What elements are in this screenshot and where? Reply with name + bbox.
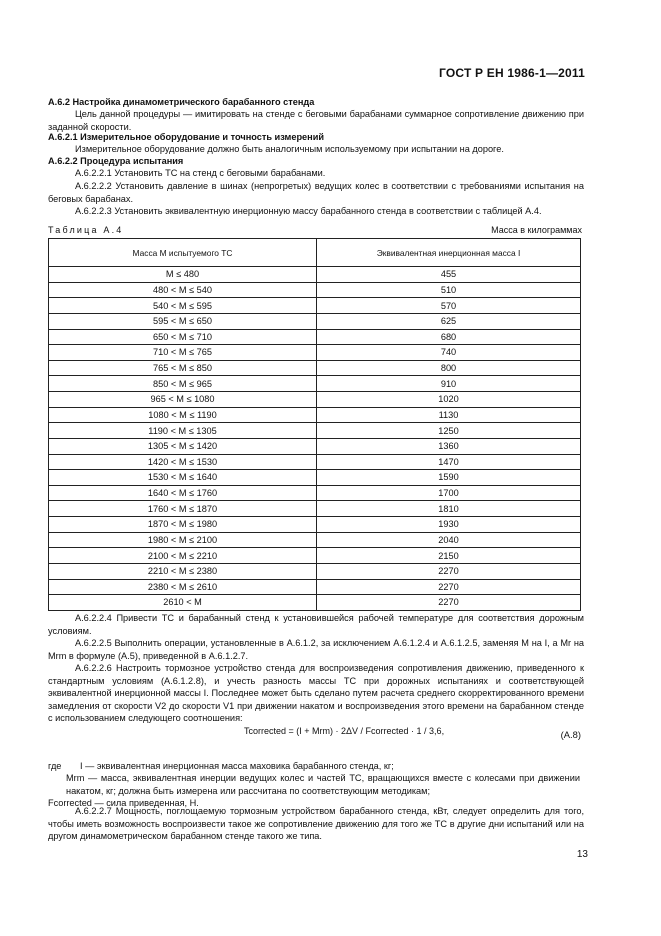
table-cell-inertia: 2270: [317, 563, 581, 579]
table-cell-mass: 965 < M ≤ 1080: [49, 392, 317, 408]
table-cell-mass: 1305 < M ≤ 1420: [49, 438, 317, 454]
table-cell-mass: 1870 < M ≤ 1980: [49, 517, 317, 533]
table-cell-inertia: 1470: [317, 454, 581, 470]
table-cell-inertia: 625: [317, 313, 581, 329]
table-cell-inertia: 510: [317, 282, 581, 298]
table-cell-inertia: 1020: [317, 392, 581, 408]
table-row: [49, 282, 581, 298]
table-cell-mass: 1420 < M ≤ 1530: [49, 454, 317, 470]
table-cell-inertia: 570: [317, 298, 581, 314]
table-cell-inertia: 1700: [317, 485, 581, 501]
table-row: [49, 563, 581, 579]
table-header-mass: Масса M испытуемого ТС: [49, 239, 317, 267]
table-cell-mass: 1080 < M ≤ 1190: [49, 407, 317, 423]
mass-table: [48, 238, 581, 611]
table-cell-mass: 1980 < M ≤ 2100: [49, 532, 317, 548]
table-row: [49, 376, 581, 392]
table-cell-inertia: 680: [317, 329, 581, 345]
table-row: [49, 423, 581, 439]
section-a622-title: А.6.2.2 Процедура испытания: [48, 156, 184, 166]
table-cell-inertia: 1590: [317, 470, 581, 486]
table-cell-mass: 2380 < M ≤ 2610: [49, 579, 317, 595]
section-a6224: А.6.2.2.4 Привести ТС и барабанный стенд к установившейся рабочей температуре для соответствия дорожным условиям.: [48, 613, 584, 636]
section-a621-text: Измерительное оборудование должно быть аналогичным используемому при испытании на дороге.: [75, 144, 504, 154]
table-cell-mass: M ≤ 480: [49, 267, 317, 283]
section-a6226: А.6.2.2.6 Настроить тормозное устройство стенда для воспроизведения сопротивления движению, приведенного к стандартным условиям (А.6.1.2.8), и учесть разность массы ТС при дорожных испытаниях и соответствующей эквивалентной инерционной массы I. Последнее может быть сделано путем расчета среднего скорректированного времени замедления от скорости V2 до скорости V1 при движении накатом и воспроизведения этого времени на барабанном стенде с использованием следующего соотношения:: [48, 663, 584, 724]
table-cell-mass: 1760 < M ≤ 1870: [49, 501, 317, 517]
table-cell-mass: 1190 < M ≤ 1305: [49, 423, 317, 439]
table-cell-inertia: 455: [317, 267, 581, 283]
table-cell-mass: 540 < M ≤ 595: [49, 298, 317, 314]
table-cell-mass: 1530 < M ≤ 1640: [49, 470, 317, 486]
table-cell-inertia: 740: [317, 345, 581, 361]
legend-Mrm: Mrm — масса, эквивалентная инерции ведущих колес и частей ТС, вращающихся вместе с колесами при движении накатом, кг; должна быть измерена или рассчитана по соответствующим методикам;: [66, 773, 580, 796]
table-cell-inertia: 1130: [317, 407, 581, 423]
legend-F: Fcorrected — сила приведенная, Н.: [48, 798, 199, 808]
table-row: [49, 298, 581, 314]
table-row: [49, 517, 581, 533]
table-cell-mass: 2610 < M: [49, 595, 317, 611]
section-a621-title: А.6.2.1 Измерительное оборудование и точность измерений: [48, 132, 325, 142]
table-row: [49, 407, 581, 423]
table-cell-inertia: 1250: [317, 423, 581, 439]
table-cell-mass: 1640 < M ≤ 1760: [49, 485, 317, 501]
table-cell-mass: 480 < M ≤ 540: [49, 282, 317, 298]
table-cell-mass: 2100 < M ≤ 2210: [49, 548, 317, 564]
section-a6222: А.6.2.2.2 Установить давление в шинах (непрогретых) ведущих колес в соответствии с требованиями испытания на беговых барабанах.: [48, 181, 584, 204]
table-cell-mass: 2210 < M ≤ 2380: [49, 563, 317, 579]
table-row: [49, 360, 581, 376]
table-cell-inertia: 2150: [317, 548, 581, 564]
table-cell-mass: 595 < M ≤ 650: [49, 313, 317, 329]
table-cell-mass: 650 < M ≤ 710: [49, 329, 317, 345]
table-header-inertia: Эквивалентная инерционная масса I: [317, 239, 581, 267]
section-a6227: А.6.2.2.7 Мощность, поглощаемую тормозным устройством барабанного стенда, кВт, следует определить для того, чтобы иметь возможность воспроизвести такое же сопротивление движению для того же ТС в другие дни испытаний или на другом динамометрическом барабанном стенде такого же типа.: [48, 806, 584, 842]
table-row: [49, 548, 581, 564]
table-cell-inertia: 800: [317, 360, 581, 376]
table-cell-inertia: 2270: [317, 579, 581, 595]
table-cell-inertia: 1810: [317, 501, 581, 517]
table-cell-inertia: 2040: [317, 532, 581, 548]
table-caption-row: [48, 225, 582, 235]
table-cell-inertia: 1360: [317, 438, 581, 454]
document-id: ГОСТ Р ЕН 1986-1—2011: [439, 66, 585, 80]
table-unit-note: Масса в килограммах: [491, 225, 582, 235]
section-a62-text: Цель данной процедуры — имитировать на стенде с беговыми барабанами суммарное сопротивление движению при заданной скорости.: [48, 109, 584, 132]
table-cell-inertia: 910: [317, 376, 581, 392]
table-cell-inertia: 1930: [317, 517, 581, 533]
table-row: [49, 392, 581, 408]
table-row: [49, 485, 581, 501]
formula-a8: Tcorrected = (I + Mrm) · 2ΔV / Fcorrected · 1 / 3,6,: [244, 726, 445, 736]
where-label: где: [48, 761, 62, 771]
section-a6225: А.6.2.2.5 Выполнить операции, установленные в А.6.1.2, за исключением А.6.1.2.4 и А.6.1.2.5, заменяя M на I, а Mr на Mrm в формуле (А.5), приведенной в А.6.1.2.7.: [48, 638, 584, 661]
table-cell-mass: 765 < M ≤ 850: [49, 360, 317, 376]
table-row: [49, 595, 581, 611]
table-row: [49, 454, 581, 470]
page-number: 13: [576, 849, 588, 860]
table-caption: Таблица А.4: [48, 225, 124, 235]
table-cell-mass: 710 < M ≤ 765: [49, 345, 317, 361]
table-row: [49, 579, 581, 595]
section-a6223: А.6.2.2.3 Установить эквивалентную инерционную массу барабанного стенда в соответствии с таблицей А.4.: [75, 206, 542, 216]
table-row: [49, 329, 581, 345]
section-a6221: А.6.2.2.1 Установить ТС на стенд с беговыми барабанами.: [75, 168, 326, 178]
formula-number: (А.8): [560, 729, 581, 740]
table-cell-mass: 850 < M ≤ 965: [49, 376, 317, 392]
table-row: [49, 313, 581, 329]
table-row: [49, 532, 581, 548]
table-row: [49, 267, 581, 283]
table-row: [49, 470, 581, 486]
table-row: [49, 438, 581, 454]
table-row: [49, 501, 581, 517]
table-cell-inertia: 2270: [317, 595, 581, 611]
section-a62-title: А.6.2 Настройка динамометрического барабанного стенда: [48, 97, 315, 107]
legend-I: I — эквивалентная инерционная масса маховика барабанного стенда, кг;: [80, 761, 394, 771]
table-row: [49, 345, 581, 361]
